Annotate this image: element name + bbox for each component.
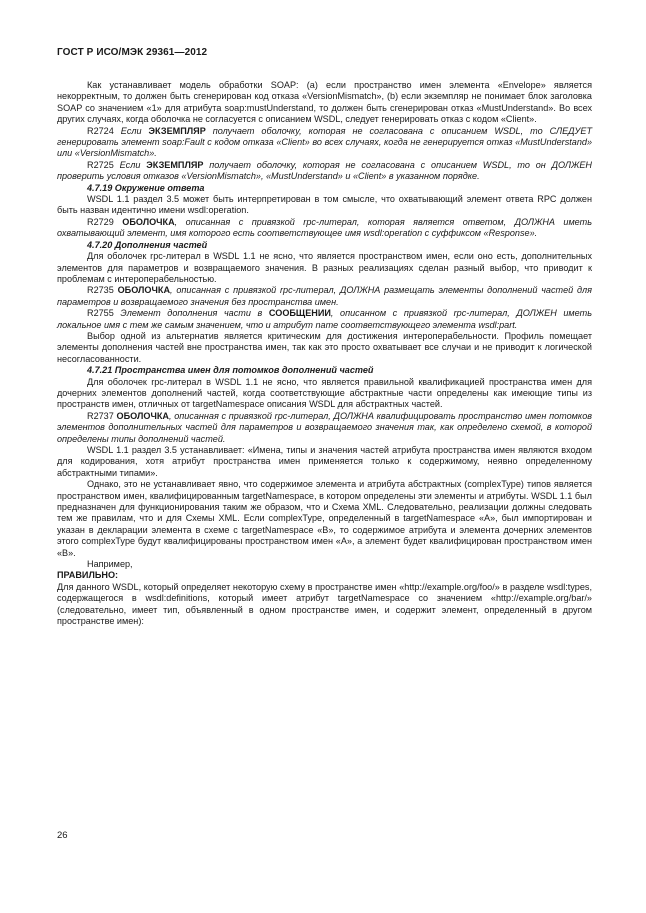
- requirement-r2737: R2737 ОБОЛОЧКА, описанная с привязкой rpc-литерал, ДОЛЖНА квалифицировать пространство имен потомков элементов дополнительных частей для параметров и возвращаемого значения так, как определено схемой, в которой определены типы дополнений частей.: [57, 410, 592, 444]
- section-heading: 4.7.21 Пространства имен для потомков дополнений частей: [87, 365, 374, 376]
- section-heading: 4.7.20 Дополнения частей: [87, 239, 208, 250]
- paragraph: WSDL 1.1 раздел 3.5 может быть интерпретирован в том смысле, что охватывающий элемент ответа RPC должен быть назван идентично имени wsdl:operation.: [57, 194, 592, 216]
- paragraph: Как устанавливает модель обработки SOAP: (а) если пространство имен элемента «Envelope» является некорректным, то должен быть сгенерирован код отказа «VersionMismatch», (b) если экземпляр не понимает блок заголовка SOAP со значением «1» для атрибута soap:mustUnderstand, то должен быть сгенерирован отказ «MustUnderstand». Во всех других случаях, когда оболочка не согласуется с описанием WSDL, следует генерировать отказ с кодом «Client».: [57, 80, 592, 125]
- section-heading: 4.7.19 Окружение ответа: [87, 182, 205, 193]
- page-body: [57, 80, 592, 628]
- paragraph: Например,: [87, 559, 133, 570]
- paragraph: Однако, это не устанавливает явно, что содержимое элемента и атрибута абстрактных (complexType) типов является пространством имен, квалифицированным targetNamespace, в котором определены эти элементы и атрибуты. WSDL 1.1 был предназначен для функционирования таким же образом, что и Схема XML. Следовательно, реализации должны следовать тем же правилам, что и для Схемы XML. Если complexType, определенный в targetNamespace «A», был импортирован и указан в декларации элемента в схеме с targetNamespace «B», то содержимое атрибута и элемента дочерних элементов этого complexType будут квалифицированы пространством имен «A», а элемент будет квалифицирован пространством имен «B».: [57, 479, 592, 558]
- requirement-r2724: R2724 Если ЭКЗЕМПЛЯР получает оболочку, которая не согласована с описанием WSDL, то СЛЕДУЕТ генерировать элемент soap:Fault с кодом отказа «Client» во всех случаях, когда не генерируется отказ «MustUnderstand» или «VersionMismatch».: [57, 125, 592, 159]
- requirement-r2729: R2729 ОБОЛОЧКА, описанная с привязкой rpc-литерал, которая является ответом, ДОЛЖНА иметь охватывающий элемент, имя которого есть соответствующее имя wsdl:operation с суффиксом «Response».: [57, 216, 592, 239]
- paragraph: Для данного WSDL, который определяет некоторую схему в пространстве имен «http://example.org/foo/» в разделе wsdl:types, содержащегося в wsdl:definitions, который имеет атрибут targetNamespace со значением «http://example.org/bar/» (следовательно, имеет тип, объявленный в одном пространстве имен, и содержит элемент, определенный в другом пространстве имен):: [57, 581, 592, 627]
- document-header: ГОСТ Р ИСО/МЭК 29361—2012: [57, 47, 208, 58]
- paragraph: WSDL 1.1 раздел 3.5 устанавливает: «Имена, типы и значения частей атрибута пространства имен являются входом для кодирования, хотя атрибут пространства имен применяется только к содержимому, неявно определенному абстрактными типами».: [57, 445, 592, 478]
- requirement-r2755: R2755 Элемент дополнения части в СООБЩЕНИИ, описанном с привязкой rpc-литерал, ДОЛЖЕН иметь локальное имя с тем же самым значением, что и атрибут name соответствующего элемента wsdl:part.: [57, 308, 592, 330]
- paragraph: Для оболочек rpc-литерал в WSDL 1.1 не ясно, что является правильной квалификацией пространства имен для дочерних элементов дополнений частей, когда соответствующие абстрактные части определены как имеющие типы из пространств имен, отличных от targetNamespace описания WSDL для абстрактных частей.: [57, 376, 592, 410]
- requirement-r2735: R2735 ОБОЛОЧКА, описанная с привязкой rpc-литерал, ДОЛЖНА размещать элементы дополнений частей для параметров и возвращаемого значения без пространства имен.: [57, 285, 592, 307]
- paragraph: Для оболочек rpc-литерал в WSDL 1.1 не ясно, что является пространством имен, если оно есть, дополнительных элементов для параметров и возвращаемого значения. В разных реализациях сделан разный выбор, что приводит к проблемам с интероперабельностью.: [57, 251, 592, 284]
- requirement-r2725: R2725 Если ЭКЗЕМПЛЯР получает оболочку, которая не согласована с описанием WSDL, то он ДОЛЖЕН проверить условия отказов «VersionMismatch», «MustUnderstand» и «Client» в указанном порядке.: [57, 159, 592, 182]
- page-number: 26: [57, 830, 68, 841]
- paragraph: Выбор одной из альтернатив является критическим для достижения интероперабельности. Профиль помещает элементы дополнения частей вне пространства имен, так как это просто охватывает все случаи и не приводит к логической несогласованности.: [57, 330, 592, 364]
- label-correct: ПРАВИЛЬНО:: [57, 570, 119, 581]
